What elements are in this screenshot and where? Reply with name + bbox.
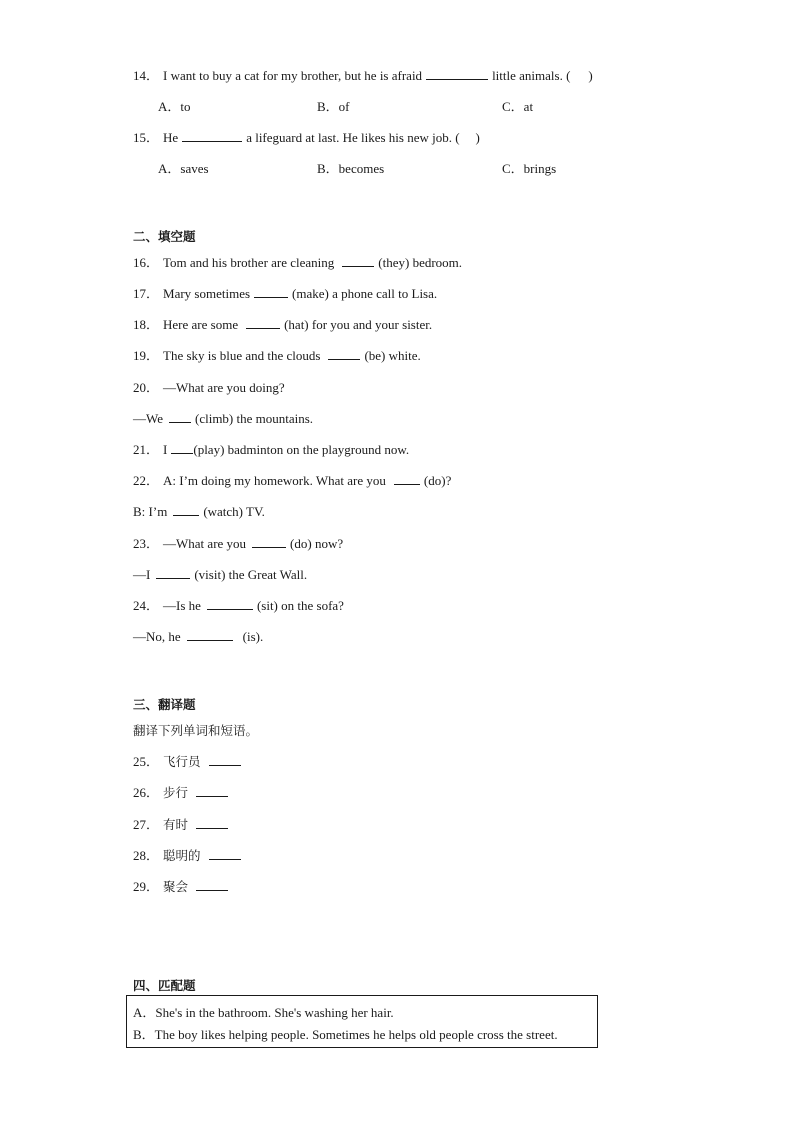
question-16 [133,255,462,271]
answer-blank[interactable] [207,598,253,610]
answer-paren-close: ) [588,68,593,83]
answer-blank[interactable] [196,879,228,891]
answer-blank[interactable] [187,629,233,641]
chinese-word: 步行 [163,785,189,800]
question-text-after: (hat) for you and your sister. [284,317,433,332]
question-text-before: A: I’m doing my homework. What are you [163,473,386,488]
question-text-after: (is). [242,629,264,644]
answer-blank[interactable] [246,317,280,329]
question-23 [133,536,343,552]
question-text-after: (they) bedroom. [378,255,463,270]
question-text-after: (be) white. [364,348,421,363]
question-20 [133,380,285,396]
question-number: 27． [133,817,160,832]
question-text-after: (do) now? [290,536,344,551]
question-text-before: —I [133,567,151,582]
section-title-matching: 四、匹配题 [133,978,196,993]
question-27 [133,817,232,833]
chinese-word: 有时 [163,817,189,832]
question-text-after: (watch) TV. [203,504,265,519]
question-text-before: —No, he [133,629,181,644]
question-28 [133,848,245,864]
question-text-before: B: I’m [133,504,168,519]
section-title-fill-in: 二、填空题 [133,229,196,244]
question-text-after: (climb) the mountains. [195,411,314,426]
chinese-word: 聪明的 [163,848,201,863]
question-number: 18． [133,317,160,332]
question-number: 24． [133,598,160,613]
question-19 [133,348,421,364]
question-14 [133,68,593,84]
question-text-after: little animals. ( [492,68,571,83]
question-number: 16． [133,255,160,270]
question-20-answer-line [133,411,313,427]
answer-paren-close: ) [475,130,480,145]
question-24-answer-line [133,629,263,645]
question-23-answer-line [133,567,307,583]
option-b[interactable]: B．of [317,99,350,114]
question-number: 22． [133,473,160,488]
question-number: 26． [133,785,160,800]
question-text-before: —We [133,411,163,426]
question-21 [133,442,409,458]
question-text-after: (visit) the Great Wall. [194,567,308,582]
question-number: 21． [133,442,160,457]
chinese-word: 飞行员 [163,754,201,769]
question-text-after: (make) a phone call to Lisa. [292,286,438,301]
section-title-translation: 三、翻译题 [133,697,196,712]
question-24 [133,598,344,614]
question-22-answer-line [133,504,265,520]
question-15 [133,130,480,146]
answer-blank[interactable] [171,442,193,454]
question-number: 20． [133,380,160,395]
question-text-before: I [163,442,168,457]
matching-options-box [126,995,598,1048]
answer-blank[interactable] [328,348,360,360]
question-26 [133,785,232,801]
option-c[interactable]: C．brings [502,161,557,176]
question-text-before: —Is he [163,598,201,613]
answer-blank[interactable] [254,286,288,298]
chinese-word: 聚会 [163,879,189,894]
answer-blank[interactable] [182,130,242,142]
question-text-after: (play) badminton on the playground now. [193,442,410,457]
question-number: 28． [133,848,160,863]
question-text-after: (do)? [423,473,452,488]
matching-option-a: A．She's in the bathroom. She's washing her hair. [133,1005,394,1020]
question-text-before: Here are some [163,317,239,332]
question-number: 29． [133,879,160,894]
answer-blank[interactable] [394,473,420,485]
question-number: 15． [133,130,160,145]
answer-blank[interactable] [169,411,191,423]
question-text-before: —What are you [163,536,247,551]
answer-blank[interactable] [196,817,228,829]
answer-blank[interactable] [156,567,190,579]
question-text-after: a lifeguard at last. He likes his new job. ( [246,130,460,145]
option-a[interactable]: A．to [158,99,191,114]
answer-blank[interactable] [209,754,241,766]
matching-option-b: B．The boy likes helping people. Sometimes he helps old people cross the street. [133,1027,558,1042]
question-number: 23． [133,536,160,551]
question-text-before: The sky is blue and the clouds [163,348,321,363]
option-a[interactable]: A．saves [158,161,209,176]
question-text-before: I want to buy a cat for my brother, but he is afraid [163,68,423,83]
answer-blank[interactable] [426,68,488,80]
question-17 [133,286,437,302]
question-number: 19． [133,348,160,363]
question-text-before: He [163,130,179,145]
option-b[interactable]: B．becomes [317,161,385,176]
question-29 [133,879,232,895]
question-text: —What are you doing? [163,380,285,395]
question-text-before: Tom and his brother are cleaning [163,255,335,270]
answer-blank[interactable] [209,848,241,860]
question-number: 17． [133,286,160,301]
question-18 [133,317,432,333]
question-22 [133,473,451,489]
question-text-before: Mary sometimes [163,286,251,301]
question-number: 14． [133,68,160,83]
answer-blank[interactable] [252,536,286,548]
translation-instruction: 翻译下列单词和短语。 [133,723,259,738]
answer-blank[interactable] [173,504,199,516]
question-number: 25． [133,754,160,769]
answer-blank[interactable] [342,255,374,267]
option-c[interactable]: C．at [502,99,534,114]
question-25 [133,754,245,770]
answer-blank[interactable] [196,785,228,797]
question-text-after: (sit) on the sofa? [256,598,344,613]
